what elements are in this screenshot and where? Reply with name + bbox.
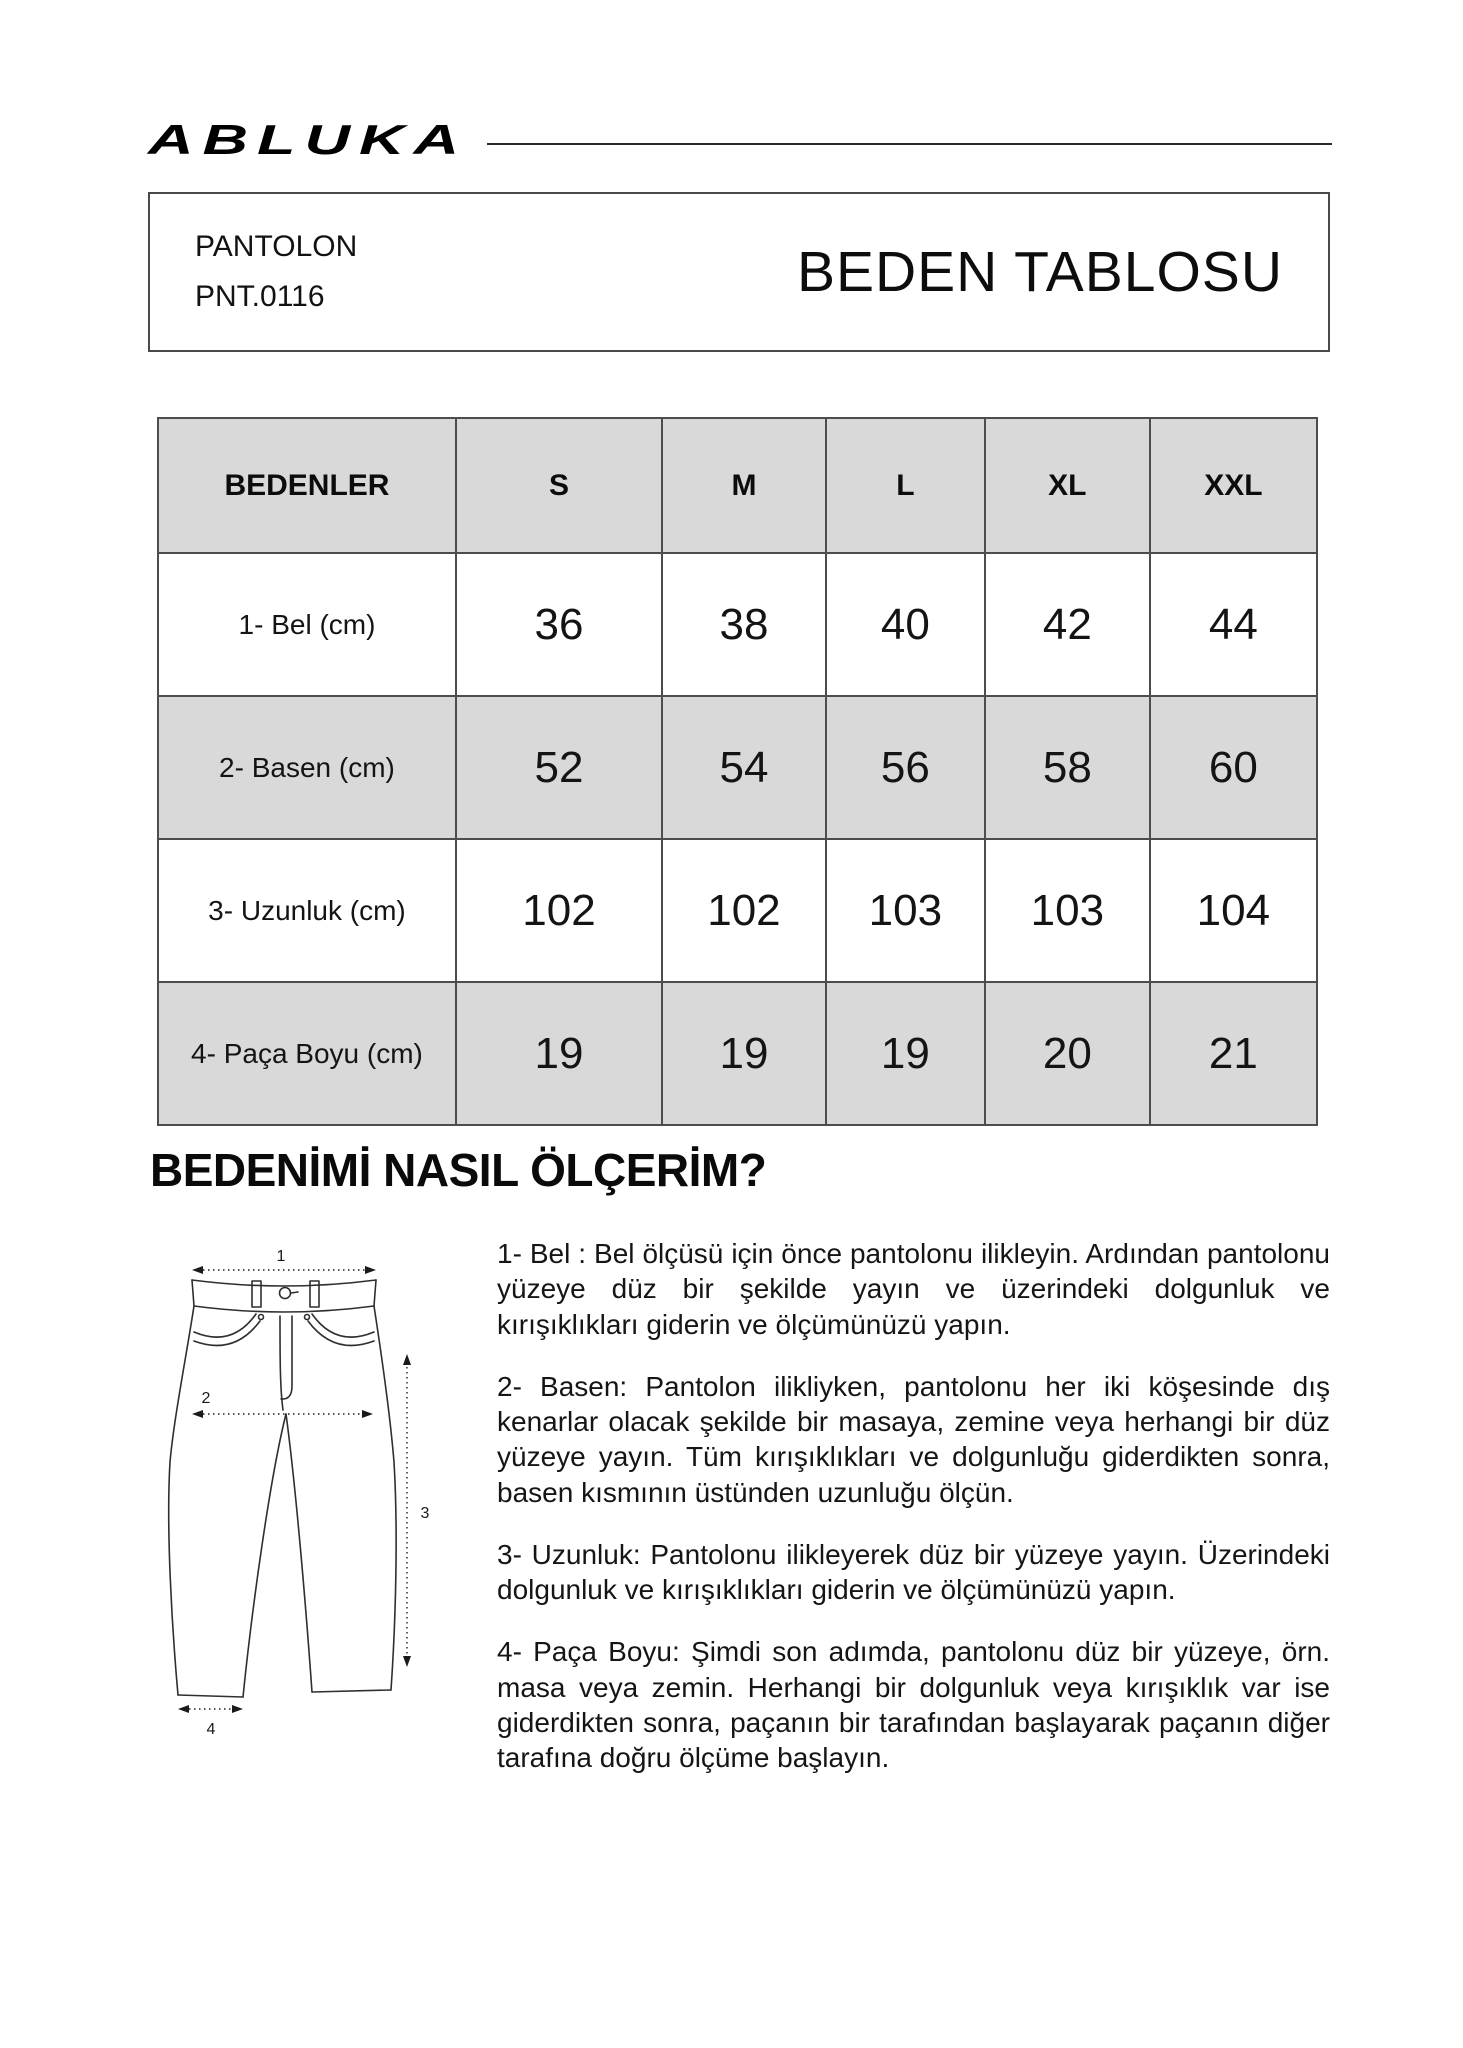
table-row-bel [158, 553, 1317, 696]
instruction-paragraph-basen: 2- Basen: Pantolon ilikliyken, pantolonu her iki köşesinde dış kenarlar olacak şekilde bir masaya, zemine veya herhangi bir düz yüzeye yayın. Tüm kırışıklıkları ve dolgunluğu giderdikten sonra, basen kısmının üstünden uzunluğu ölçün. [497, 1370, 1330, 1508]
product-header-box [148, 192, 1330, 352]
size-value-cell: 19 [662, 982, 826, 1125]
size-value-cell: 56 [826, 696, 985, 839]
table-row-uzunluk [158, 839, 1317, 982]
size-value-cell: 54 [662, 696, 826, 839]
size-value-cell: 19 [826, 982, 985, 1125]
page-title: BEDEN TABLOSU [796, 240, 1283, 304]
dimension-label-2: 2 [201, 1390, 211, 1407]
size-value-cell: 21 [1150, 982, 1317, 1125]
dimension-label-4: 4 [206, 1721, 216, 1738]
brand-logo: ABLUKA [148, 116, 468, 163]
row-label-cell: 2- Basen (cm) [158, 696, 456, 839]
size-value-cell: 103 [826, 839, 985, 982]
size-value-cell: 102 [456, 839, 662, 982]
product-info [195, 222, 357, 322]
how-to-heading: BEDENİMİ NASIL ÖLÇERİM? [150, 1144, 767, 1196]
column-header-bedenler: BEDENLER [158, 418, 456, 553]
pants-outline [169, 1280, 396, 1697]
instruction-paragraph-uzunluk: 3- Uzunluk: Pantolonu ilikleyerek düz bir yüzeye yayın. Üzerindeki dolgunluk ve kırışıklıkları giderin ve ölçümünüzü yapın. [497, 1538, 1330, 1606]
dimension-label-1: 1 [276, 1248, 286, 1265]
size-value-cell: 36 [456, 553, 662, 696]
size-value-cell: 38 [662, 553, 826, 696]
size-value-cell: 19 [456, 982, 662, 1125]
size-value-cell: 60 [1150, 696, 1317, 839]
size-value-cell: 52 [456, 696, 662, 839]
size-value-cell: 40 [826, 553, 985, 696]
size-table [157, 417, 1318, 1126]
dimension-label-3: 3 [420, 1505, 430, 1522]
instruction-paragraph-paca-boyu: 4- Paça Boyu: Şimdi son adımda, pantolonu düz bir yüzeye, örn. masa veya zemin. Herhangi bir dolgunluk veya kırışıklık var ise giderdikten sonra, paçanın bir tarafından başlayarak paçanın diğer tarafına doğru ölçüme başlayın. [497, 1636, 1330, 1774]
instruction-paragraph-bel: 1- Bel : Bel ölçüsü için önce pantolonu ilikleyin. Ardından pantolonu yüzeye düz bir şekilde yayın ve üzerindeki dolgunluk ve kırışıklıkları giderin ve ölçümünüzü yapın. [497, 1238, 1330, 1340]
size-table-header-row [158, 418, 1317, 553]
column-header-s: S [456, 418, 662, 553]
measurement-arrow-hem [178, 1705, 243, 1738]
row-label-cell: 1- Bel (cm) [158, 553, 456, 696]
column-header-xl: XL [985, 418, 1150, 553]
size-value-cell: 102 [662, 839, 826, 982]
row-label-cell: 3- Uzunluk (cm) [158, 839, 456, 982]
table-row-basen [158, 696, 1317, 839]
column-header-l: L [826, 418, 985, 553]
table-row-paca-boyu [158, 982, 1317, 1125]
row-label-cell: 4- Paça Boyu (cm) [158, 982, 456, 1125]
size-value-cell: 58 [985, 696, 1150, 839]
size-value-cell: 20 [985, 982, 1150, 1125]
size-value-cell: 44 [1150, 553, 1317, 696]
header-rule [487, 143, 1332, 145]
column-header-m: M [662, 418, 826, 553]
size-value-cell: 42 [985, 553, 1150, 696]
measurement-instructions [497, 1236, 1330, 1802]
product-name: PANTOLON [195, 230, 358, 263]
measurement-arrow-waist [192, 1248, 376, 1274]
product-code: PNT.0116 [195, 280, 325, 313]
pants-measurement-diagram [134, 1248, 444, 1748]
measurement-arrow-length [403, 1354, 430, 1667]
size-value-cell: 104 [1150, 839, 1317, 982]
column-header-xxl: XXL [1150, 418, 1317, 553]
size-value-cell: 103 [985, 839, 1150, 982]
